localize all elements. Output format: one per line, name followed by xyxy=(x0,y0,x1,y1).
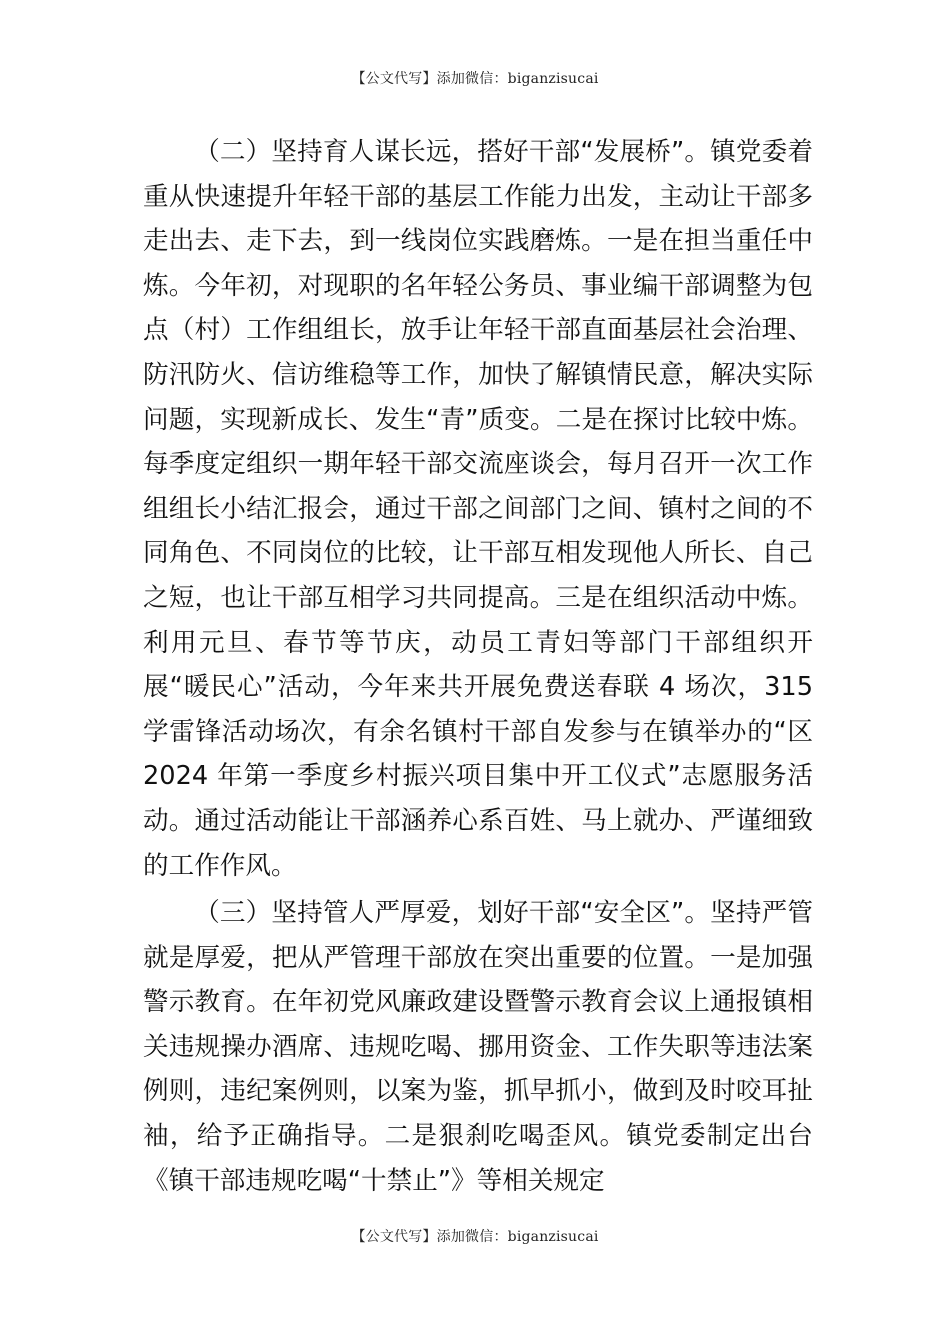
document-body xyxy=(143,130,813,1203)
paragraph-management: （三）坚持管人严厚爱，划好干部“安全区”。坚持严管就是厚爱，把从严管理干部放在突出重要的位置。一是加强警示教育。在年初党风廉政建设暨警示教育会议上通报镇相关违规操办酒席、违规吃喝、挪用资金、工作失职等违法案例则，违纪案例则，以案为鉴，抓早抓小，做到及时咬耳扯袖，给予正确指导。二是狠刹吃喝歪风。镇党委制定出台《镇干部违规吃喝“十禁止”》等相关规定 xyxy=(143,898,813,1196)
page-header-watermark: 【公文代写】添加微信：biganzisucai xyxy=(351,71,599,87)
page-footer-watermark: 【公文代写】添加微信：biganzisucai xyxy=(351,1229,599,1245)
paragraph-cultivation: （二）坚持育人谋长远，搭好干部“发展桥”。镇党委着重从快速提升年轻干部的基层工作能力出发，主动让干部多走出去、走下去，到一线岗位实践磨炼。一是在担当重任中炼。今年初，对现职的名年轻公务员、事业编干部调整为包点（村）工作组组长，放手让年轻干部直面基层社会治理、防汛防火、信访维稳等工作，加快了解镇情民意，解决实际问题，实现新成长、发生“青”质变。二是在探讨比较中炼。每季度定组织一期年轻干部交流座谈会，每月召开一次工作组组长小结汇报会，通过干部之间部门之间、镇村之间的不同角色、不同岗位的比较，让干部互相发现他人所长、自己之短，也让干部互相学习共同提高。三是在组织活动中炼。利用元旦、春节等节庆，动员工青妇等部门干部组织开展“暖民心”活动，今年来共开展免费送春联 4 场次，315 学雷锋活动场次，有余名镇村干部自发参与在镇举办的“区 2024 年第一季度乡村振兴项目集中开工仪式”志愿服务活动。通过活动能让干部涵养心系百姓、马上就办、严谨细致的工作作风。 xyxy=(143,137,813,881)
